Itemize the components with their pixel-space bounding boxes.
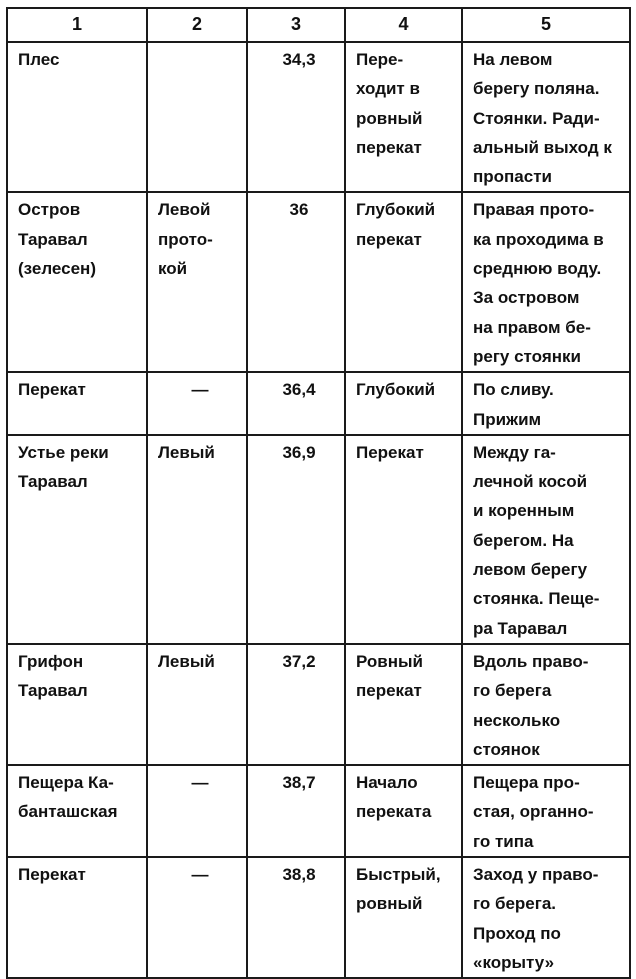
- table-row: [7, 435, 630, 644]
- location-cell: Грифон Таравал: [7, 644, 147, 765]
- distance-cell: 34,3: [247, 42, 345, 192]
- distance-cell: 38,8: [247, 857, 345, 978]
- header-col-3: 3: [247, 8, 345, 42]
- branch-cell: Левый: [147, 644, 247, 765]
- notes-cell: Заход у право- го берега. Проход по «корыту»: [462, 857, 630, 978]
- branch-cell: —: [147, 857, 247, 978]
- notes-cell: Между га- лечной косой и коренным берегом. На левом берегу стоянка. Пеще- ра Таравал: [462, 435, 630, 644]
- distance-cell: 36,9: [247, 435, 345, 644]
- table-row: [7, 42, 630, 192]
- location-cell: Пещера Ка- банташская: [7, 765, 147, 857]
- notes-cell: На левом берегу поляна. Стоянки. Ради- альный выход к пропасти: [462, 42, 630, 192]
- table-row: [7, 765, 630, 857]
- notes-cell: Вдоль право- го берега несколько стоянок: [462, 644, 630, 765]
- distance-cell: 38,7: [247, 765, 345, 857]
- header-col-4: 4: [345, 8, 462, 42]
- header-row: [7, 8, 630, 42]
- location-cell: Перекат: [7, 372, 147, 435]
- distance-cell: 36: [247, 192, 345, 372]
- location-cell: Плес: [7, 42, 147, 192]
- character-cell: Быстрый, ровный: [345, 857, 462, 978]
- location-cell: Перекат: [7, 857, 147, 978]
- table-row: [7, 857, 630, 978]
- table-row: [7, 644, 630, 765]
- branch-cell: [147, 42, 247, 192]
- header-col-5: 5: [462, 8, 630, 42]
- branch-cell: Левой прото- кой: [147, 192, 247, 372]
- location-cell: Остров Таравал (зелесен): [7, 192, 147, 372]
- table-row: [7, 372, 630, 435]
- character-cell: Перекат: [345, 435, 462, 644]
- route-table-wrapper: [6, 7, 631, 979]
- distance-cell: 37,2: [247, 644, 345, 765]
- character-cell: Начало переката: [345, 765, 462, 857]
- branch-cell: —: [147, 372, 247, 435]
- header-col-2: 2: [147, 8, 247, 42]
- character-cell: Ровный перекат: [345, 644, 462, 765]
- location-cell: Устье реки Таравал: [7, 435, 147, 644]
- distance-cell: 36,4: [247, 372, 345, 435]
- notes-cell: Пещера про- стая, органно- го типа: [462, 765, 630, 857]
- route-table: [6, 7, 631, 979]
- character-cell: Глубокий: [345, 372, 462, 435]
- character-cell: Пере- ходит в ровный перекат: [345, 42, 462, 192]
- header-col-1: 1: [7, 8, 147, 42]
- notes-cell: По сливу. Прижим: [462, 372, 630, 435]
- notes-cell: Правая прото- ка проходима в среднюю воду. За островом на правом бе- регу стоянки: [462, 192, 630, 372]
- character-cell: Глубокий перекат: [345, 192, 462, 372]
- branch-cell: —: [147, 765, 247, 857]
- table-row: [7, 192, 630, 372]
- branch-cell: Левый: [147, 435, 247, 644]
